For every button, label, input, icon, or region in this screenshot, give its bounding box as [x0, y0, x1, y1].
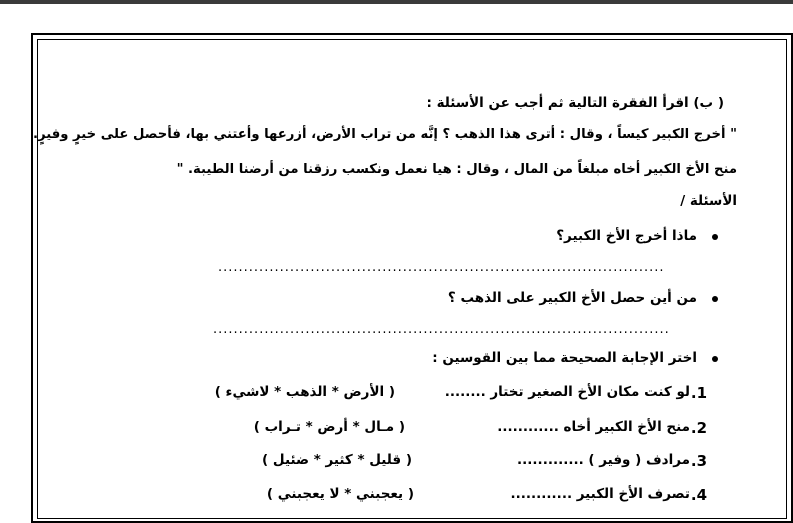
mcq-2-stem: منح الأخ الكبير أخاه ............	[497, 419, 690, 435]
mcq-3-number: 3.	[690, 452, 707, 470]
paragraph-line-1: " أخرج الكبير كيساً ، وقال : أترى هذا الذهب ؟ إنَّه من تراب الأرض، أزرعها وأعتني بها، فأحصل على خيرٍ وفيرٍ.	[33, 127, 737, 142]
bullet-icon	[712, 234, 718, 240]
mcq-1-stem: لو كنت مكان الأخ الصغير تختار ........	[444, 384, 690, 400]
choose-heading: اختر الإجابة الصحيحة مما بين القوسين :	[432, 350, 697, 366]
bullet-icon	[712, 356, 718, 362]
mcq-4-number: 4.	[690, 486, 707, 504]
paragraph-line-2: منح الأخ الكبير أخاه مبلغاً من المال ، وقال : هيا نعمل ونكسب رزقنا من أرضنا الطيبة. "	[176, 162, 737, 177]
mcq-3-choices[interactable]: ( قليل * كثير * ضئيل )	[262, 452, 412, 468]
worksheet-frame-inner	[37, 39, 787, 519]
question-1: ماذا أخرج الأخ الكبير؟	[556, 228, 697, 244]
mcq-2-number: 2.	[690, 419, 707, 437]
mcq-3-stem: مرادف ( وفير ) .............	[517, 452, 690, 468]
mcq-1-number: 1.	[690, 384, 707, 402]
mcq-4-stem: تصرف الأخ الكبير ............	[510, 486, 690, 502]
section-title: ( ب) اقرأ الفقرة التالية ثم أجب عن الأسئلة :	[426, 95, 724, 111]
question-2: من أين حصل الأخ الكبير على الذهب ؟	[447, 290, 697, 306]
top-border-line	[0, 0, 793, 4]
mcq-2-choices[interactable]: ( مـال * أرض * تـراب )	[253, 419, 405, 435]
mcq-1-choices[interactable]: ( الأرض * الذهب * لاشيء )	[214, 384, 395, 400]
answer-line-2[interactable]: .........................................................................................	[213, 322, 670, 337]
answer-line-1[interactable]: .......................................................................................	[218, 260, 665, 275]
questions-heading: الأسئلة /	[680, 193, 737, 209]
bullet-icon	[712, 296, 718, 302]
mcq-4-choices[interactable]: ( يعجبني * لا يعجبني )	[266, 486, 414, 502]
